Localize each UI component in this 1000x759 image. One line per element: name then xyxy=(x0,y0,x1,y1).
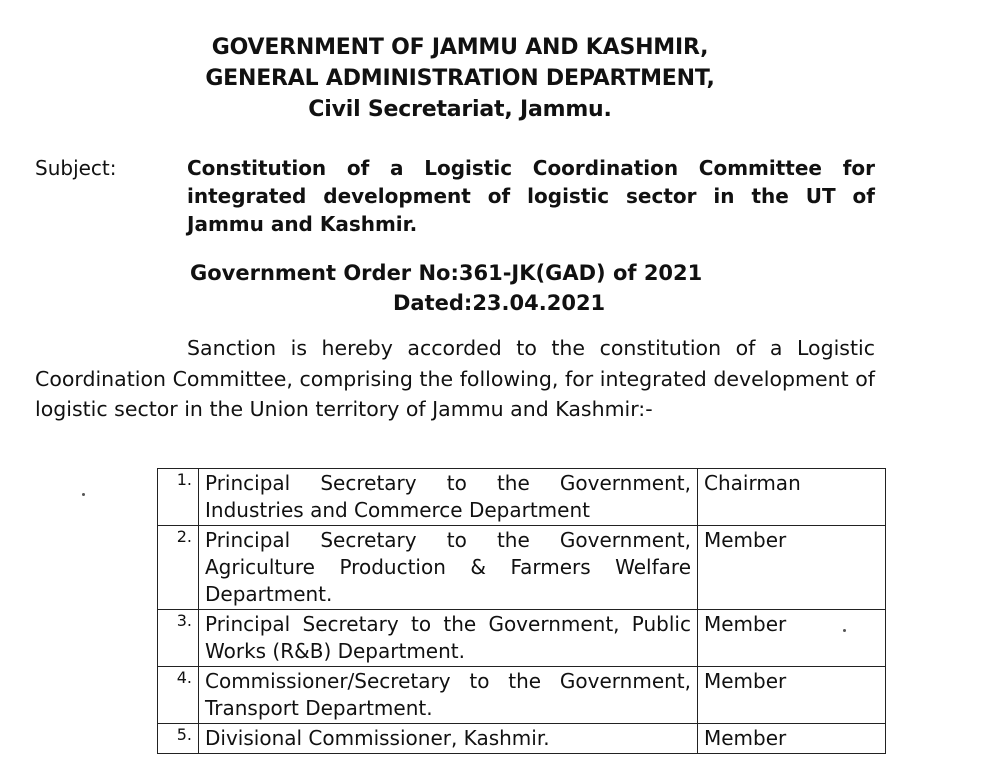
designation-line: Department. xyxy=(205,582,333,606)
designation-line: Principal Secretary to the Government, Public xyxy=(205,612,691,636)
scan-speck xyxy=(82,493,85,496)
member-serial-number: 1. xyxy=(158,469,199,526)
member-designation xyxy=(199,526,698,610)
order-date: Dated:23.04.2021 xyxy=(393,291,606,315)
header-location: Civil Secretariat, Jammu. xyxy=(308,97,612,122)
member-designation xyxy=(199,469,698,526)
member-designation xyxy=(199,667,698,724)
member-role: Member xyxy=(698,667,886,724)
designation-line: Agriculture Production & Farmers Welfare xyxy=(205,555,691,579)
header-department: GENERAL ADMINISTRATION DEPARTMENT, xyxy=(205,66,715,91)
member-role: Member xyxy=(698,610,886,667)
table-row xyxy=(158,469,886,526)
header-government: GOVERNMENT OF JAMMU AND KASHMIR, xyxy=(211,35,709,60)
member-serial-number: 5. xyxy=(158,724,199,754)
designation-line: Works (R&B) Department. xyxy=(205,639,465,663)
member-role: Chairman xyxy=(698,469,886,526)
members-table xyxy=(157,468,886,754)
member-serial-number: 3. xyxy=(158,610,199,667)
order-number: Government Order No:361-JK(GAD) of 2021 xyxy=(190,261,703,285)
member-serial-number: 2. xyxy=(158,526,199,610)
table-row xyxy=(158,667,886,724)
designation-line: Principal Secretary to the Government, xyxy=(205,528,691,552)
member-designation xyxy=(199,724,698,754)
table-row xyxy=(158,724,886,754)
member-role: Member xyxy=(698,526,886,610)
subject-label: Subject: xyxy=(35,156,117,180)
designation-line: Transport Department. xyxy=(205,696,433,720)
designation-line: Divisional Commissioner, Kashmir. xyxy=(205,726,550,750)
designation-line: Principal Secretary to the Government, xyxy=(205,471,691,495)
subject-text: Constitution of a Logistic Coordination Committee for integrated development of logistic sector in the UT of Jammu and Kashmir. xyxy=(187,156,875,236)
table-row xyxy=(158,610,886,667)
member-role: Member xyxy=(698,724,886,754)
designation-line: Commissioner/Secretary to the Government, xyxy=(205,669,691,693)
member-serial-number: 4. xyxy=(158,667,199,724)
designation-line: Industries and Commerce Department xyxy=(205,498,590,522)
table-row xyxy=(158,526,886,610)
order-paragraph: Sanction is hereby accorded to the constitution of a Logistic Coordination Committee, comprising the following, for integrated development of logistic sector in the Union territory of Jammu and Kashmir:- xyxy=(35,336,875,421)
member-designation xyxy=(199,610,698,667)
